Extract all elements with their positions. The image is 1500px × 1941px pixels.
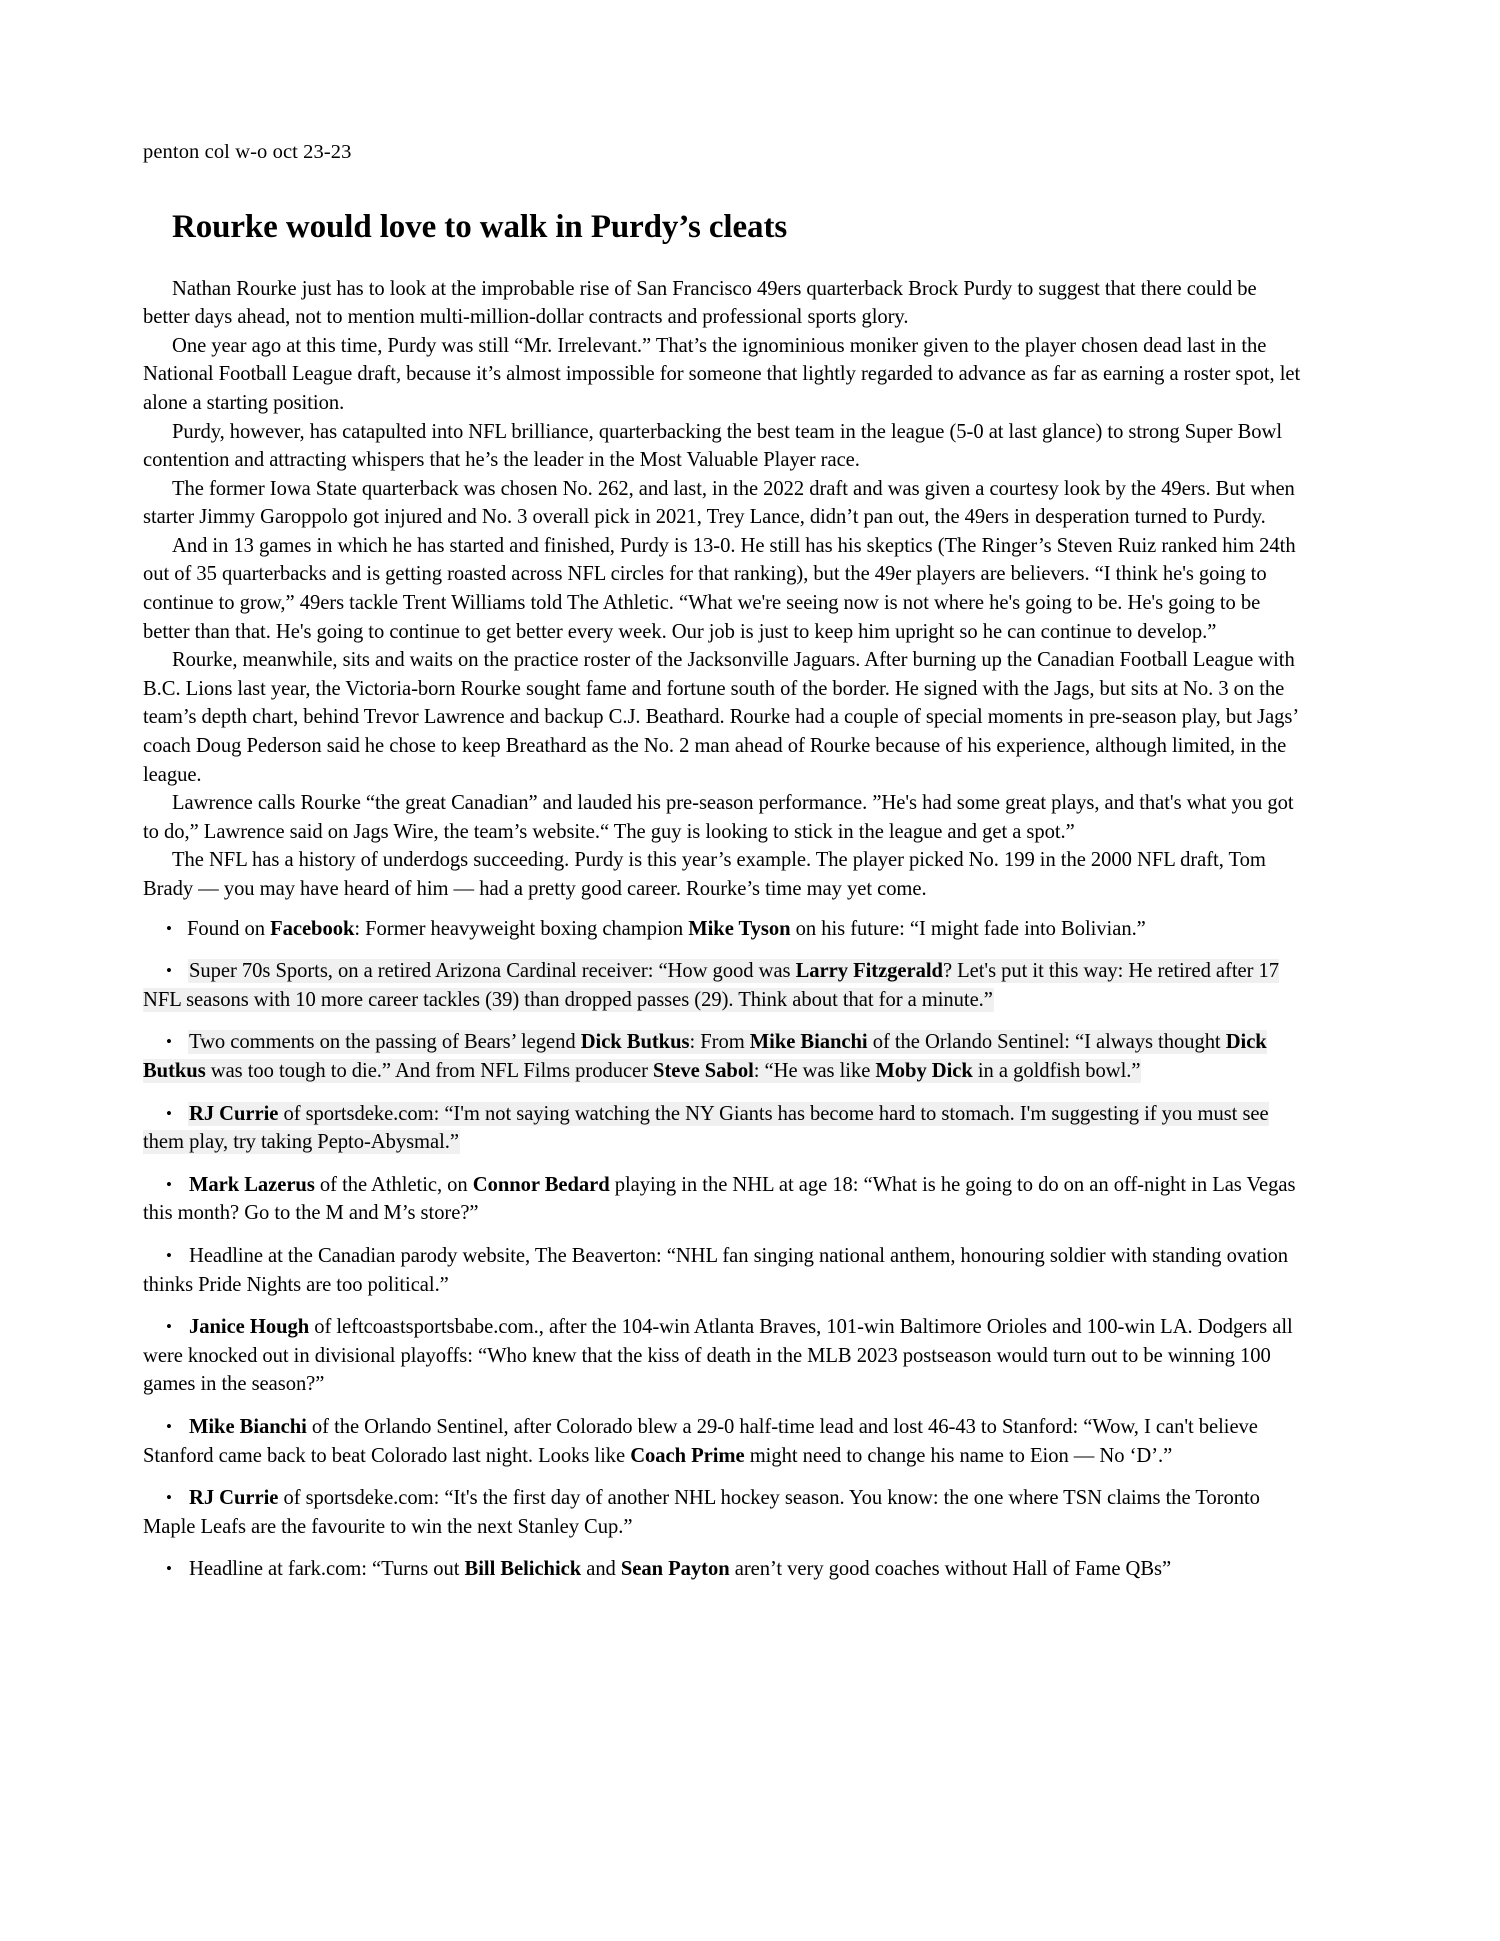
bullet-icon: • xyxy=(166,1103,172,1123)
list-spacer xyxy=(143,1399,1305,1413)
text-run: of the Orlando Sentinel: “I always thought xyxy=(867,1031,1226,1054)
list-item-text xyxy=(143,1245,1288,1296)
text-run: might need to change his name to Eion — No ‘D’.” xyxy=(744,1444,1173,1467)
paragraph: Lawrence calls Rourke “the great Canadian” and lauded his pre-season performance. ”He's had some great plays, and that's what you got to do,” Lawrence said on Jags Wire, the team’s website.“ The guy is looking to stick in the league and get a spot.” xyxy=(143,792,1294,843)
emphasis-name: Dick Butkus xyxy=(143,1031,1267,1082)
list-item xyxy=(143,1413,1305,1470)
list-spacer xyxy=(143,1086,1305,1100)
list-item-text xyxy=(143,1416,1258,1467)
text-run: : From xyxy=(689,1031,750,1054)
list-spacer xyxy=(143,1541,1305,1555)
list-item-text xyxy=(143,1103,1269,1154)
list-spacer xyxy=(143,1014,1305,1028)
text-run: on his future: “I might fade into Bolivian.” xyxy=(790,917,1146,940)
text-run: playing in the NHL at age 18: “What is he going to do on an off-night in Las Vegas this month? Go to the M and M’s store?” xyxy=(143,1173,1296,1225)
list-item-text xyxy=(143,960,1279,1011)
paragraph: Rourke, meanwhile, sits and waits on the practice roster of the Jacksonville Jaguars. After burning up the Canadian Football League with B.C. Lions last year, the Victoria-born Rourke sought fame and fortune south of the border. He signed with the Jags, but sits at No. 3 on the team’s depth chart, behind Trevor Lawrence and backup C.J. Beathard. Rourke had a couple of special moments in pre-season play, but Jags’ coach Doug Pederson said he chose to keep Breathard as the No. 2 man ahead of Rourke because of his experience, although limited, in the league. xyxy=(143,649,1298,786)
paragraph: The NFL has a history of underdogs succeeding. Purdy is this year’s example. The player picked No. 199 in the 2000 NFL draft, Tom Brady — you may have heard of him — had a pretty good career. Rourke’s time may yet come. xyxy=(143,849,1266,900)
text-run: of sportsdeke.com: “I'm not saying watching the NY Giants has become hard to stomach. I'm suggesting if you must see them play, try taking Pepto-Abysmal.” xyxy=(143,1102,1269,1154)
emphasis-name: Moby Dick xyxy=(875,1059,973,1082)
text-run: Headline at fark.com: “Turns out xyxy=(189,1558,465,1581)
text-run: : Former heavyweight boxing champion xyxy=(354,917,689,940)
bullet-icon: • xyxy=(166,1559,172,1579)
list-item-text xyxy=(187,918,1146,940)
page-title: Rourke would love to walk in Purdy’s cleats xyxy=(172,208,788,245)
list-item xyxy=(143,1028,1305,1085)
emphasis-name: Mark Lazerus xyxy=(189,1173,315,1196)
emphasis-name: Dick Butkus xyxy=(580,1031,690,1054)
list-item xyxy=(143,1100,1305,1157)
list-item-text xyxy=(143,1031,1267,1082)
emphasis-name: Mike Tyson xyxy=(688,917,791,940)
list-item-text xyxy=(143,1316,1293,1395)
emphasis-name: RJ Currie xyxy=(189,1487,279,1510)
list-spacer xyxy=(143,943,1305,957)
text-run: of the Orlando Sentinel, after Colorado blew a 29-0 half-time lead and lost 46-43 to Stanford: “Wow, I can't believe Stanford came back to beat Colorado last night. Looks like xyxy=(143,1415,1258,1467)
document-slug: penton col w-o oct 23-23 xyxy=(143,141,352,163)
bullet-icon: • xyxy=(166,1032,172,1052)
text-run: and xyxy=(581,1558,621,1581)
emphasis-name: Steve Sabol xyxy=(653,1059,754,1082)
emphasis-name: Facebook xyxy=(270,917,355,940)
article-body xyxy=(143,275,1305,1584)
list-spacer xyxy=(143,1470,1305,1484)
list-item-text xyxy=(189,1558,1171,1580)
list-item xyxy=(143,1484,1305,1541)
emphasis-name: Mike Bianchi xyxy=(749,1031,868,1054)
list-item xyxy=(143,915,1305,944)
paragraph: One year ago at this time, Purdy was still “Mr. Irrelevant.” That’s the ignominious moniker given to the player chosen dead last in the National Football League draft, because it’s almost impossible for someone that lightly regarded to advance as far as earning a roster spot, let alone a starting position. xyxy=(143,334,1301,414)
bullet-icon: • xyxy=(166,918,172,938)
list-item xyxy=(143,1313,1305,1399)
list-item xyxy=(143,1242,1305,1299)
text-run: of leftcoastsportsbabe.com., after the 104-win Atlanta Braves, 101-win Baltimore Orioles and 100-win LA. Dodgers all were knocked out in divisional playoffs: “Who knew that the kiss of death in the MLB 2023 postseason would turn out to be winning 100 games in the season?” xyxy=(143,1316,1293,1396)
list-item-text xyxy=(143,1174,1295,1225)
list-item xyxy=(143,1171,1305,1228)
text-run: in a goldfish bowl.” xyxy=(972,1059,1141,1082)
emphasis-name: Coach Prime xyxy=(630,1444,745,1467)
text-run: Found on xyxy=(187,917,271,940)
emphasis-name: Connor Bedard xyxy=(472,1173,610,1196)
text-run: Headline at the Canadian parody website, The Beaverton: “NHL fan singing national anthem, honouring soldier with standing ovation thinks Pride Nights are too political.” xyxy=(143,1244,1289,1296)
text-run: : “He was like xyxy=(753,1059,876,1082)
text-run: aren’t very good coaches without Hall of Fame QBs” xyxy=(729,1558,1172,1581)
emphasis-name: Larry Fitzgerald xyxy=(795,960,943,983)
emphasis-name: Mike Bianchi xyxy=(189,1415,307,1438)
list-spacer xyxy=(143,1299,1305,1313)
list-spacer xyxy=(143,1157,1305,1171)
paragraph: Purdy, however, has catapulted into NFL brilliance, quarterbacking the best team in the league (5-0 at last glance) to strong Super Bowl contention and attracting whispers that he’s the leader in the Most Valuable Player race. xyxy=(143,420,1283,472)
list-item xyxy=(143,1555,1305,1584)
paragraph: Nathan Rourke just has to look at the improbable rise of San Francisco 49ers quarterback Brock Purdy to suggest that there could be better days ahead, not to mention multi-million-dollar contracts and professional sports glory. xyxy=(143,277,1257,329)
list-spacer xyxy=(143,904,1305,915)
bullet-icon: • xyxy=(166,1317,172,1337)
text-run: ? Let's put it this way: He retired after 17 NFL seasons with 10 more career tackles (39) than dropped passes (29). Think about that for a minute.” xyxy=(143,960,1279,1011)
bullet-icon: • xyxy=(166,1174,172,1194)
bullet-icon: • xyxy=(166,1488,172,1508)
list-item-text xyxy=(143,1487,1260,1538)
quips-bullet-list xyxy=(143,904,1305,1584)
paragraph: And in 13 games in which he has started and finished, Purdy is 13-0. He still has his skeptics (The Ringer’s Steven Ruiz ranked him 24th out of 35 quarterbacks and is getting roasted across NFL circles for that ranking), but the 49er players are believers. “I think he's going to continue to grow,” 49ers tackle Trent Williams told The Athletic. “What we're seeing now is not where he's going to be. He's going to be better than that. He's going to continue to get better every week. Our job is just to keep him upright so he can continue to develop.” xyxy=(143,534,1296,643)
emphasis-name: Janice Hough xyxy=(189,1316,310,1339)
text-run: of the Athletic, on xyxy=(314,1173,473,1196)
text-run: of sportsdeke.com: “It's the first day of another NHL hockey season. You know: the one where TSN claims the Toronto Maple Leafs are the favourite to win the next Stanley Cup.” xyxy=(143,1487,1260,1538)
emphasis-name: RJ Currie xyxy=(189,1102,279,1125)
text-run: was too tough to die.” And from NFL Films producer xyxy=(205,1059,654,1082)
paragraph: The former Iowa State quarterback was chosen No. 262, and last, in the 2022 draft and was given a courtesy look by the 49ers. But when starter Jimmy Garoppolo got injured and No. 3 overall pick in 2021, Trey Lance, didn’t pan out, the 49ers in desperation turned to Purdy. xyxy=(143,477,1295,529)
list-item xyxy=(143,957,1305,1014)
bullet-icon: • xyxy=(166,1416,172,1436)
emphasis-name: Bill Belichick xyxy=(464,1558,582,1581)
bullet-icon: • xyxy=(166,1245,172,1265)
bullet-icon: • xyxy=(166,961,172,981)
list-spacer xyxy=(143,1228,1305,1242)
text-run: Two comments on the passing of Bears’ legend xyxy=(189,1031,581,1054)
text-run: Super 70s Sports, on a retired Arizona Cardinal receiver: “How good was xyxy=(189,960,796,983)
emphasis-name: Sean Payton xyxy=(620,1558,730,1581)
